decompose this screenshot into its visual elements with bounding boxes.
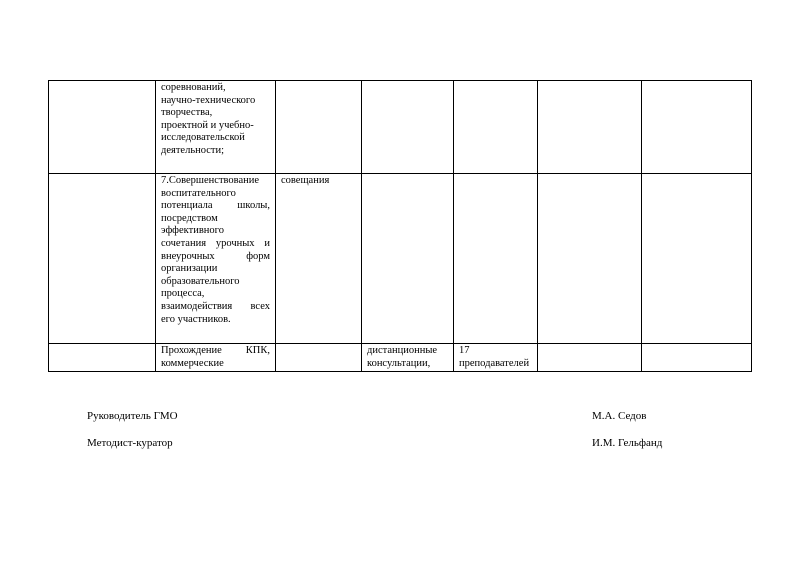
table-cell (454, 81, 538, 174)
table-cell (642, 81, 752, 174)
table-cell (362, 81, 454, 174)
table-row (49, 344, 752, 372)
curator-title: Методист-куратор (87, 437, 173, 449)
head-name: М.А. Седов (592, 410, 647, 422)
table-cell (49, 81, 156, 174)
table-row (49, 174, 752, 344)
table-cell (49, 174, 156, 344)
head-title: Руководитель ГМО (87, 410, 178, 422)
table-cell: 7.Совершенствование воспитательного потенциала школы, посредством эффективного сочетания урочных и внеурочных форм организации образовательного процесса, взаимодействия всех его участников. (156, 174, 276, 344)
table-cell: 17 преподавателей (454, 344, 538, 372)
table-cell: совещания (276, 174, 362, 344)
table-cell: Прохождение КПК, коммерческие (156, 344, 276, 372)
table-cell (538, 344, 642, 372)
table-cell (538, 81, 642, 174)
table-cell (454, 174, 538, 344)
table-cell (642, 174, 752, 344)
table-cell (276, 81, 362, 174)
table-cell (538, 174, 642, 344)
table-cell: соревнований, научно-технического творчества, проектной и учебно-исследовательской деятельности; (156, 81, 276, 174)
table-cell (642, 344, 752, 372)
plan-table (48, 80, 752, 372)
table-cell: дистанционные консультации, (362, 344, 454, 372)
table-cell (49, 344, 156, 372)
table-cell (276, 344, 362, 372)
table-row (49, 81, 752, 174)
table-cell (362, 174, 454, 344)
curator-name: И.М. Гельфанд (592, 437, 663, 449)
